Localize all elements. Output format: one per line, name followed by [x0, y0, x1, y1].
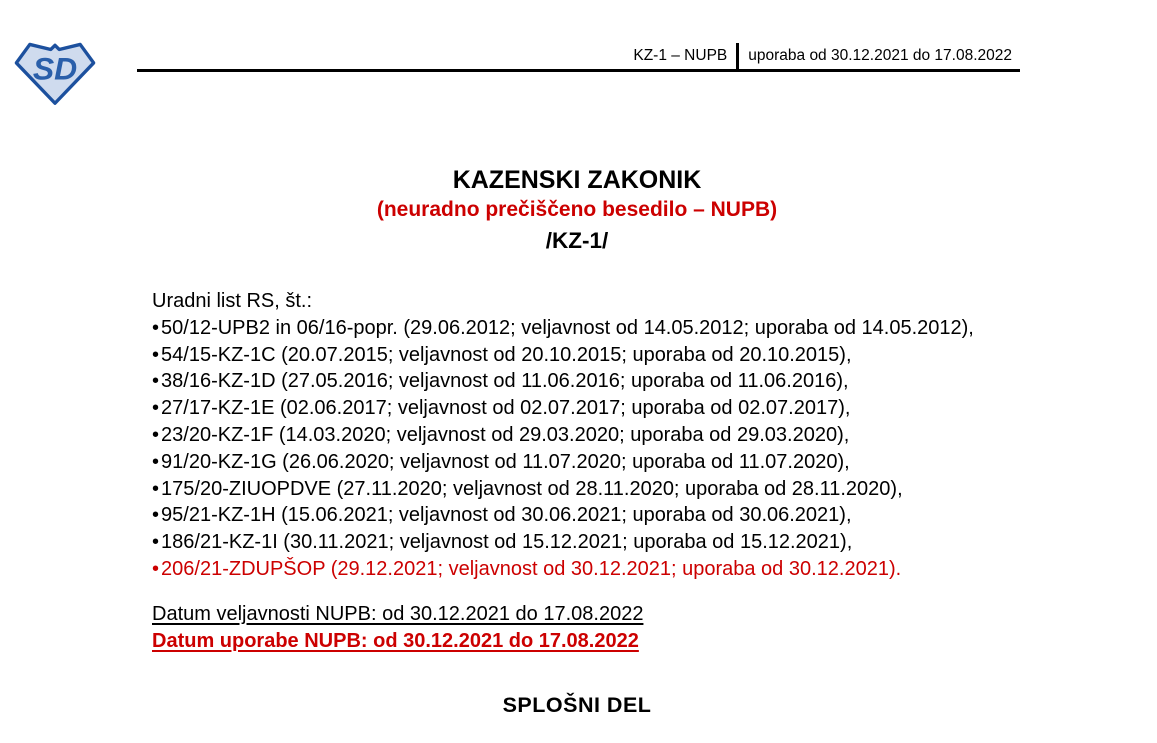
amendment-item: • 91/20-KZ-1G (26.06.2020; veljavnost od 11.07.2020; uporaba od 11.07.2020), [137, 449, 1017, 476]
document-code: /KZ-1/ [545, 228, 609, 254]
header-doc-code: KZ-1 – NUPB [633, 47, 728, 64]
amendment-item: • 54/15-KZ-1C (20.07.2015; veljavnost od 20.10.2015; uporaba od 20.10.2015), [137, 342, 1017, 369]
logo-letters: SD [32, 50, 78, 87]
amendment-item: • 23/20-KZ-1F (14.03.2020; veljavnost od 29.03.2020; uporaba od 29.03.2020), [137, 422, 1017, 449]
document-subtitle: (neuradno prečiščeno besedilo – NUPB) [376, 198, 778, 221]
header-usage-range: uporaba od 30.12.2021 do 17.08.2022 [748, 47, 1012, 64]
usage-date-line: Datum uporabe NUPB: od 30.12.2021 do 17.08.2022 [152, 629, 639, 652]
amendment-item: • 95/21-KZ-1H (15.06.2021; veljavnost od 30.06.2021; uporaba od 30.06.2021), [137, 502, 1017, 529]
validity-date-line: Datum veljavnosti NUPB: od 30.12.2021 do 17.08.2022 [152, 602, 644, 625]
amendment-item: • 27/17-KZ-1E (02.06.2017; veljavnost od 02.07.2017; uporaba od 02.07.2017), [137, 395, 1017, 422]
section-heading: SPLOŠNI DEL [502, 693, 652, 718]
amendments-list [137, 315, 1017, 583]
amendment-item: • 38/16-KZ-1D (27.05.2016; veljavnost od 11.06.2016; uporaba od 11.06.2016), [137, 368, 1017, 395]
amendment-item: • 175/20-ZIUOPDVE (27.11.2020; veljavnost od 28.11.2020; uporaba od 28.11.2020), [137, 476, 1017, 503]
sd-shield-logo-icon [13, 39, 97, 107]
amendment-item: • 186/21-KZ-1I (30.11.2021; veljavnost od 15.12.2021; uporaba od 15.12.2021), [137, 529, 1017, 556]
gazette-intro: Uradni list RS, št.: [152, 290, 313, 313]
amendment-item: • 50/12-UPB2 in 06/16-popr. (29.06.2012; veljavnost od 14.05.2012; uporaba od 14.05.2012), [137, 315, 1017, 342]
document-body [137, 0, 1017, 718]
document-title: KAZENSKI ZAKONIK [452, 166, 702, 194]
amendment-item-red: • 206/21-ZDUPŠOP (29.12.2021; veljavnost od 30.12.2021; uporaba od 30.12.2021). [137, 556, 1017, 583]
